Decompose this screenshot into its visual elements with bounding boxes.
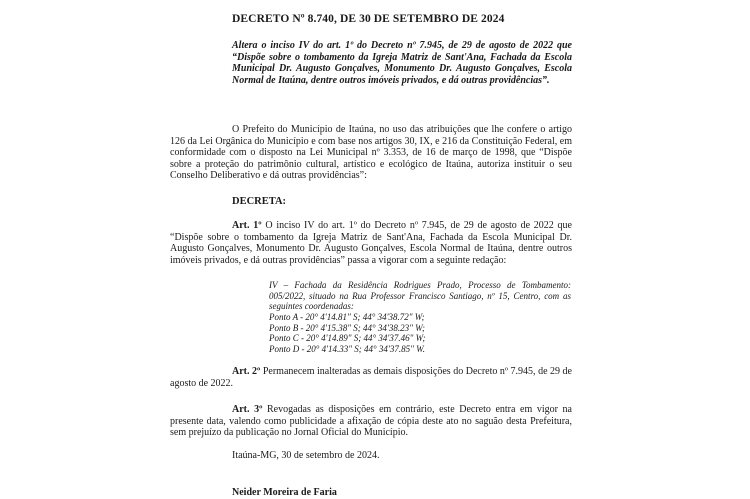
article-1-text: O inciso IV do art. 1º do Decreto nº 7.945, de 29 de agosto de 2022 que “Dispõe sobre o tombamento da Igreja Matriz de Sant'Ana, Fachada da Escola Municipal Dr. Augusto Gonçalves, Monumento Dr. Augusto Gonçalves, Escola Normal de Itaúna, dentre outros imóveis privados, e dá outras providências” passa a vigorar com a seguinte redação: [170,220,572,266]
article-2-text: Permanecem inalteradas as demais disposições do Decreto nº 7.945, de 29 de agosto de 2022. [170,366,572,389]
coordinate-point-a: Ponto A - 20° 4'14.81" S; 44° 34'38.72" W; [269,312,425,322]
decreta-heading: DECRETA: [232,196,287,207]
article-3-text: Revogadas as disposições em contrário, este Decreto entra em vigor na presente data, valendo como publicidade a afixação de cópia deste ato no saguão desta Prefeitura, sem prejuízo da publicação no Jornal Oficial do Município. [170,404,572,439]
coordinates-list [269,312,426,354]
date-line: Itaúna-MG, 30 de setembro de 2024. [232,450,380,461]
signatory-name: Neider Moreira de Faria [232,487,337,498]
article-3 [170,404,572,439]
decree-ementa: Altera o inciso IV do art. 1º do Decreto nº 7.945, de 29 de agosto de 2022 que “Dispõe sobre o tombamento da Igreja Matriz de Sant'Ana, Fachada da Escola Municipal Dr. Augusto Gonçalves, Monumento Dr. Augusto Gonçalves, Escola Normal de Itaúna, dentre outros imóveis privados, e dá outras providências”. [232,40,572,86]
article-1-quote: IV – Fachada da Residência Rodrigues Prado, Processo de Tombamento: 005/2022, situado na Rua Professor Francisco Santiago, nº 15, Centro, com as seguintes coordenadas: [269,280,571,312]
article-1 [170,220,572,266]
coordinate-point-d: Ponto D - 20° 4'14.33" S; 44° 34'37.85" W. [269,343,426,354]
coordinate-point-c: Ponto C - 20° 4'14.89" S; 44° 34'37.46" W; [269,333,426,344]
decree-preamble: O Prefeito do Município de Itaúna, no uso das atribuições que lhe confere o artigo 126 da Lei Orgânica do Município e com base nos artigos 30, IX, e 216 da Constituição Federal, em conformidade com o disposto na Lei Municipal nº 3.353, de 16 de março de 1998, que “Dispõe sobre a proteção do patrimônio cultural, artístico e ecológico de Itaúna, autoriza instituir o seu Conselho Deliberativo e dá outras providências”: [170,124,572,182]
article-3-label: Art. 3º [232,404,263,415]
coordinate-point-b: Ponto B - 20° 4'15.38" S; 44° 34'38.23" W; [269,322,426,333]
article-1-label: Art. 1º [232,220,262,231]
article-2 [170,366,572,389]
article-2-label: Art. 2º [232,366,261,377]
decree-title: DECRETO Nº 8.740, DE 30 DE SETEMBRO DE 2024 [232,13,505,25]
